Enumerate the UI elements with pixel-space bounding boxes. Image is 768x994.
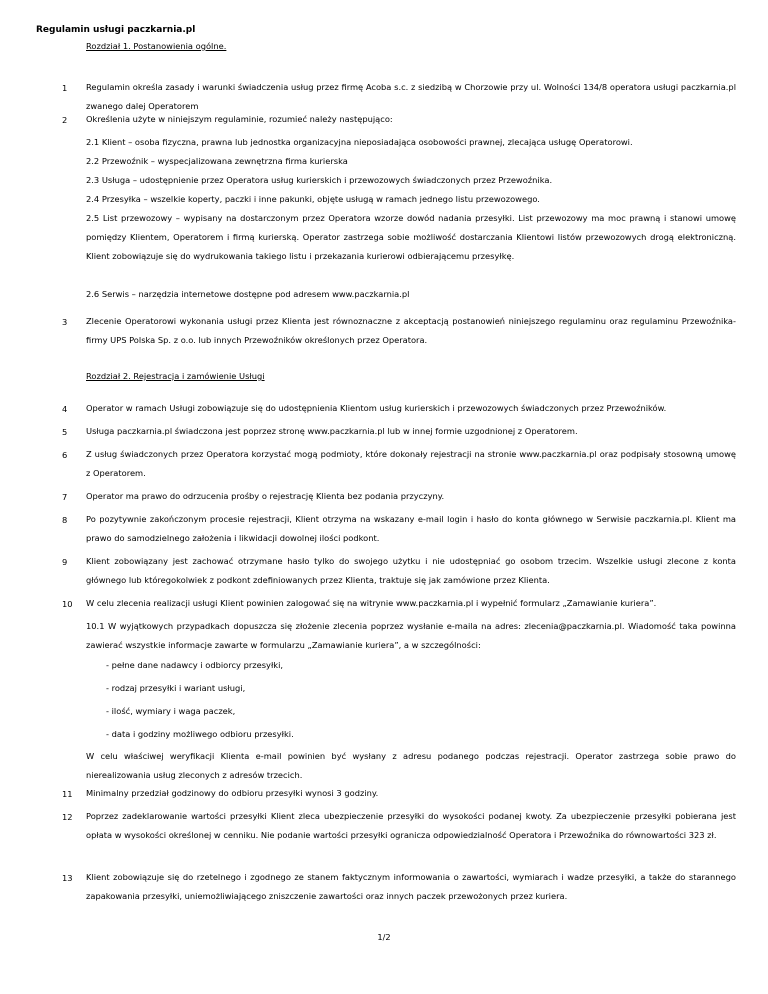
subitem-2-4: 2.4 Przesyłka – wszelkie koperty, paczki i inne pakunki, objęte usługą w ramach jednego listu przewozowego. xyxy=(86,194,540,204)
chapter-2-heading: Rozdział 2. Rejestracja i zamówienie Usługi xyxy=(86,371,265,381)
item-number: 13 xyxy=(62,873,73,883)
page-number: 1/2 xyxy=(377,932,391,942)
paragraph-7: Operator ma prawo do odrzucenia prośby o rejestrację Klienta bez podania przyczyny. xyxy=(86,491,445,501)
subitem-2-6: 2.6 Serwis – narzędzia internetowe dostępne pod adresem www.paczkarnia.pl xyxy=(86,289,410,299)
paragraph-12: Poprzez zadeklarowanie wartości przesyłki Klient zleca ubezpieczenie przesyłki do wysokości podanej kwoty. Za ubezpieczenie przesyłki pobierana jest opłata w wysokości określonej w cenniku. Nie podanie wartości przesyłki ogranicza odpowiedzialność Operatora i Przewoźnika do równowartości 323 zł. xyxy=(86,811,736,840)
bullet-item: - rodzaj przesyłki i wariant usługi, xyxy=(106,683,246,693)
item-number: 10 xyxy=(62,599,73,609)
item-number: 3 xyxy=(62,317,68,327)
subitem-2-3: 2.3 Usługa – udostępnienie przez Operatora usług kurierskich i przewozowych świadczonych przez Przewoźnika. xyxy=(86,175,553,185)
bullet-item: - ilość, wymiary i waga paczek, xyxy=(106,706,236,716)
document-title: Regulamin usługi paczkarnia.pl xyxy=(36,25,196,35)
paragraph-9: Klient zobowiązany jest zachować otrzymane hasło tylko do swojego użytku i nie udostępniać go osobom trzecim. Wszelkie usługi zlecone z konta głównego lub któregokolwiek z podkont zdefiniowanych przez Klienta, traktuje się jak zamówione przez Klienta. xyxy=(86,556,736,585)
item-number: 1 xyxy=(62,83,68,93)
subitem-2-1: 2.1 Klient – osoba fizyczna, prawna lub jednostka organizacyjna nieposiadająca osobowości prawnej, zlecająca usługę Operatorowi. xyxy=(86,137,633,147)
paragraph-8: Po pozytywnie zakończonym procesie rejestracji, Klient otrzyma na wskazany e-mail login i hasło do konta głównego w Serwisie paczkarnia.pl. Klient ma prawo do samodzielnego założenia i likwidacji dowolnej ilości podkont. xyxy=(86,514,736,543)
item-number: 5 xyxy=(62,427,68,437)
item-number: 8 xyxy=(62,515,68,525)
paragraph-5: Usługa paczkarnia.pl świadczona jest poprzez stronę www.paczkarnia.pl lub w innej formie uzgodnionej z Operatorem. xyxy=(86,426,578,436)
subitem-2-5: 2.5 List przewozowy – wypisany na dostarczonym przez Operatora wzorze dowód nadania przesyłki. List przewozowy ma moc prawną i stanowi umowę pomiędzy Klientem, Operatorem i firmą kurierską. Operator zastrzega sobie możliwość dostarczania Klientowi listów przewozowych drogą elektroniczną. Klient zobowiązuje się do wydrukowania takiego listu i przekazania kurierowi odbierającemu przesyłkę. xyxy=(86,213,736,261)
bullet-item: - data i godziny możliwego odbioru przesyłki. xyxy=(106,729,294,739)
item-number: 7 xyxy=(62,492,68,502)
item-number: 4 xyxy=(62,404,68,414)
paragraph-10: W celu zlecenia realizacji usługi Klient powinien zalogować się na witrynie www.paczkarnia.pl i wypełnić formularz „Zamawianie kuriera”. xyxy=(86,598,657,608)
paragraph-13: Klient zobowiązuje się do rzetelnego i zgodnego ze stanem faktycznym informowania o zawartości, wymiarach i wadze przesyłki, a także do starannego zapakowania przesyłki, uniemożliwiającego zniszczenie zawartości oraz innych paczek przewożonych przez kuriera. xyxy=(86,872,736,901)
bullet-item: - pełne dane nadawcy i odbiorcy przesyłki, xyxy=(106,660,284,670)
item-number: 2 xyxy=(62,115,68,125)
paragraph-4: Operator w ramach Usługi zobowiązuje się do udostępnienia Klientom usług kurierskich i przewozowych świadczonych przez Przewoźników. xyxy=(86,403,667,413)
subitem-10-1: 10.1 W wyjątkowych przypadkach dopuszcza się złożenie zlecenia poprzez wysłanie e-maila na adres: zlecenia@paczkarnia.pl. Wiadomość taka powinna zawierać wszystkie informacje zawarte w formularzu „Zamawianie kuriera”, a w szczególności: xyxy=(86,621,736,650)
chapter-1-heading: Rozdział 1. Postanowienia ogólne. xyxy=(86,41,227,51)
paragraph-1: Regulamin określa zasady i warunki świadczenia usług przez firmę Acoba s.c. z siedzibą w Chorzowie przy ul. Wolności 134/8 operatora usługi paczkarnia.pl zwanego dalej Operatorem xyxy=(86,82,736,111)
item-number: 9 xyxy=(62,557,68,567)
paragraph-2: Określenia użyte w niniejszym regulaminie, rozumieć należy następująco: xyxy=(86,114,393,124)
paragraph-3: Zlecenie Operatorowi wykonania usługi przez Klienta jest równoznaczne z akceptacją postanowień niniejszego regulaminu oraz regulaminu Przewoźnika- firmy UPS Polska Sp. z o.o. lub innych Przewoźników określonych przez Operatora. xyxy=(86,316,736,345)
item-number: 12 xyxy=(62,812,73,822)
item-number: 6 xyxy=(62,450,68,460)
paragraph-6: Z usług świadczonych przez Operatora korzystać mogą podmioty, które dokonały rejestracji na stronie www.paczkarnia.pl oraz podpisały stosowną umowę z Operatorem. xyxy=(86,449,736,478)
item-number: 11 xyxy=(62,789,73,799)
subitem-10-note: W celu właściwej weryfikacji Klienta e-mail powinien być wysłany z adresu podanego podczas rejestracji. Operator zastrzega sobie prawo do nierealizowania usług zleconych z adresów trzecich. xyxy=(86,751,736,780)
paragraph-11: Minimalny przedział godzinowy do odbioru przesyłki wynosi 3 godziny. xyxy=(86,788,379,798)
subitem-2-2: 2.2 Przewoźnik – wyspecjalizowana zewnętrzna firma kurierska xyxy=(86,156,348,166)
